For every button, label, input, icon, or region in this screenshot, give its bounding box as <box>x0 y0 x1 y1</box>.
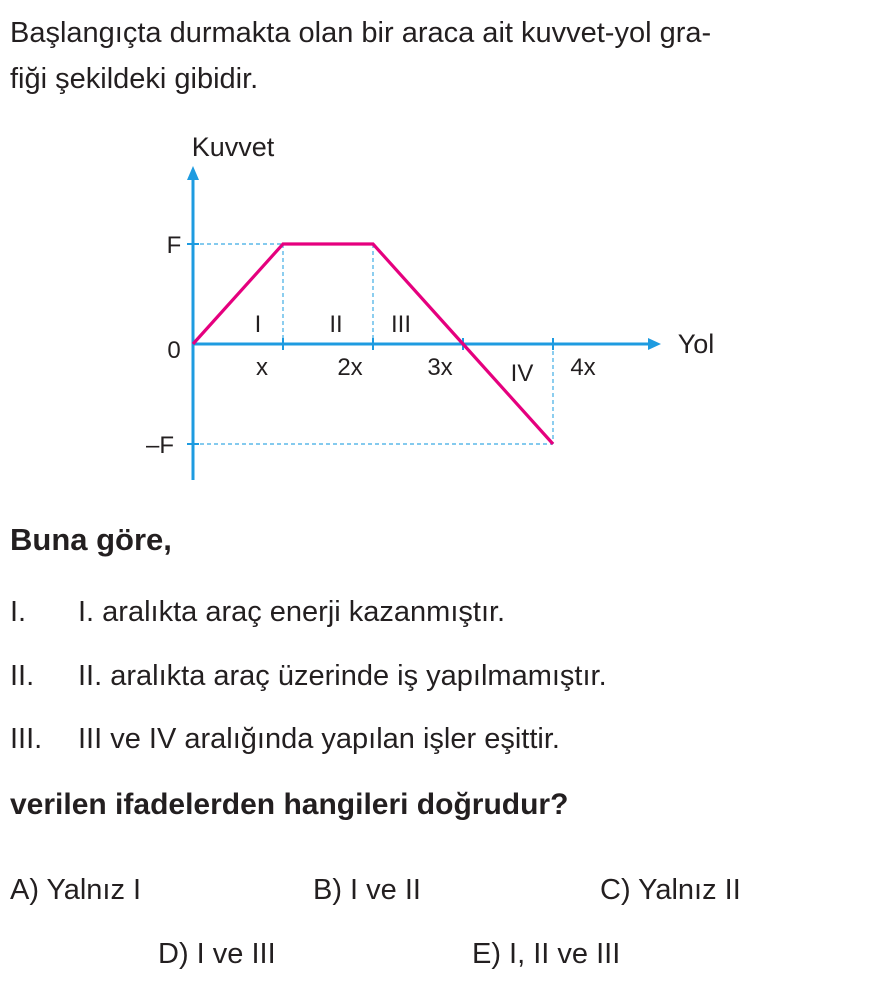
y-tick-label-negf: –F <box>145 432 175 459</box>
x-axis-label: Yol <box>677 329 715 359</box>
x-tick-label: 4x <box>570 354 596 381</box>
x-tick-label: x <box>256 354 268 381</box>
choice-c[interactable]: C) Yalnız II <box>600 874 741 906</box>
x-axis-arrow-icon <box>648 338 661 350</box>
region-label: II <box>329 311 343 338</box>
statement-1-text: I. aralıkta araç enerji kazanmıştır. <box>78 596 506 628</box>
intro-line-2: fiği şekildeki gibidir. <box>10 63 259 95</box>
statement-2 <box>10 660 607 693</box>
lead-text: Buna göre, <box>10 522 172 557</box>
statement-2-number: II. <box>10 660 35 692</box>
graph-labels <box>146 132 714 459</box>
choice-d[interactable]: D) I ve III <box>158 938 276 970</box>
choice-a[interactable]: A) Yalnız I <box>10 874 142 906</box>
statement-1-number: I. <box>10 596 27 628</box>
region-label: I <box>254 311 262 338</box>
x-tick-label: 2x <box>337 354 363 381</box>
region-label: III <box>390 311 412 338</box>
choice-e[interactable]: E) I, II ve III <box>472 938 621 970</box>
y-axis-label: Kuvvet <box>191 132 275 162</box>
statement-2-text: II. aralıkta araç üzerinde iş yapılmamıştır. <box>78 660 607 692</box>
question-prompt: verilen ifadelerden hangileri doğrudur? <box>10 788 569 821</box>
statement-3-number: III. <box>10 723 43 755</box>
x-tick-label: 3x <box>427 354 453 381</box>
intro-line-1: Başlangıçta durmakta olan bir araca ait kuvvet-yol gra- <box>10 17 712 49</box>
statement-3-text: III ve IV aralığında yapılan işler eşittir. <box>78 723 560 755</box>
statement-1 <box>10 596 505 629</box>
y-axis-arrow-icon <box>187 166 199 180</box>
y-tick-label-f: F <box>166 232 182 259</box>
statement-3 <box>10 723 560 756</box>
region-label: IV <box>510 360 534 387</box>
y-tick-label-zero: 0 <box>167 337 181 364</box>
choice-b[interactable]: B) I ve II <box>313 874 421 906</box>
